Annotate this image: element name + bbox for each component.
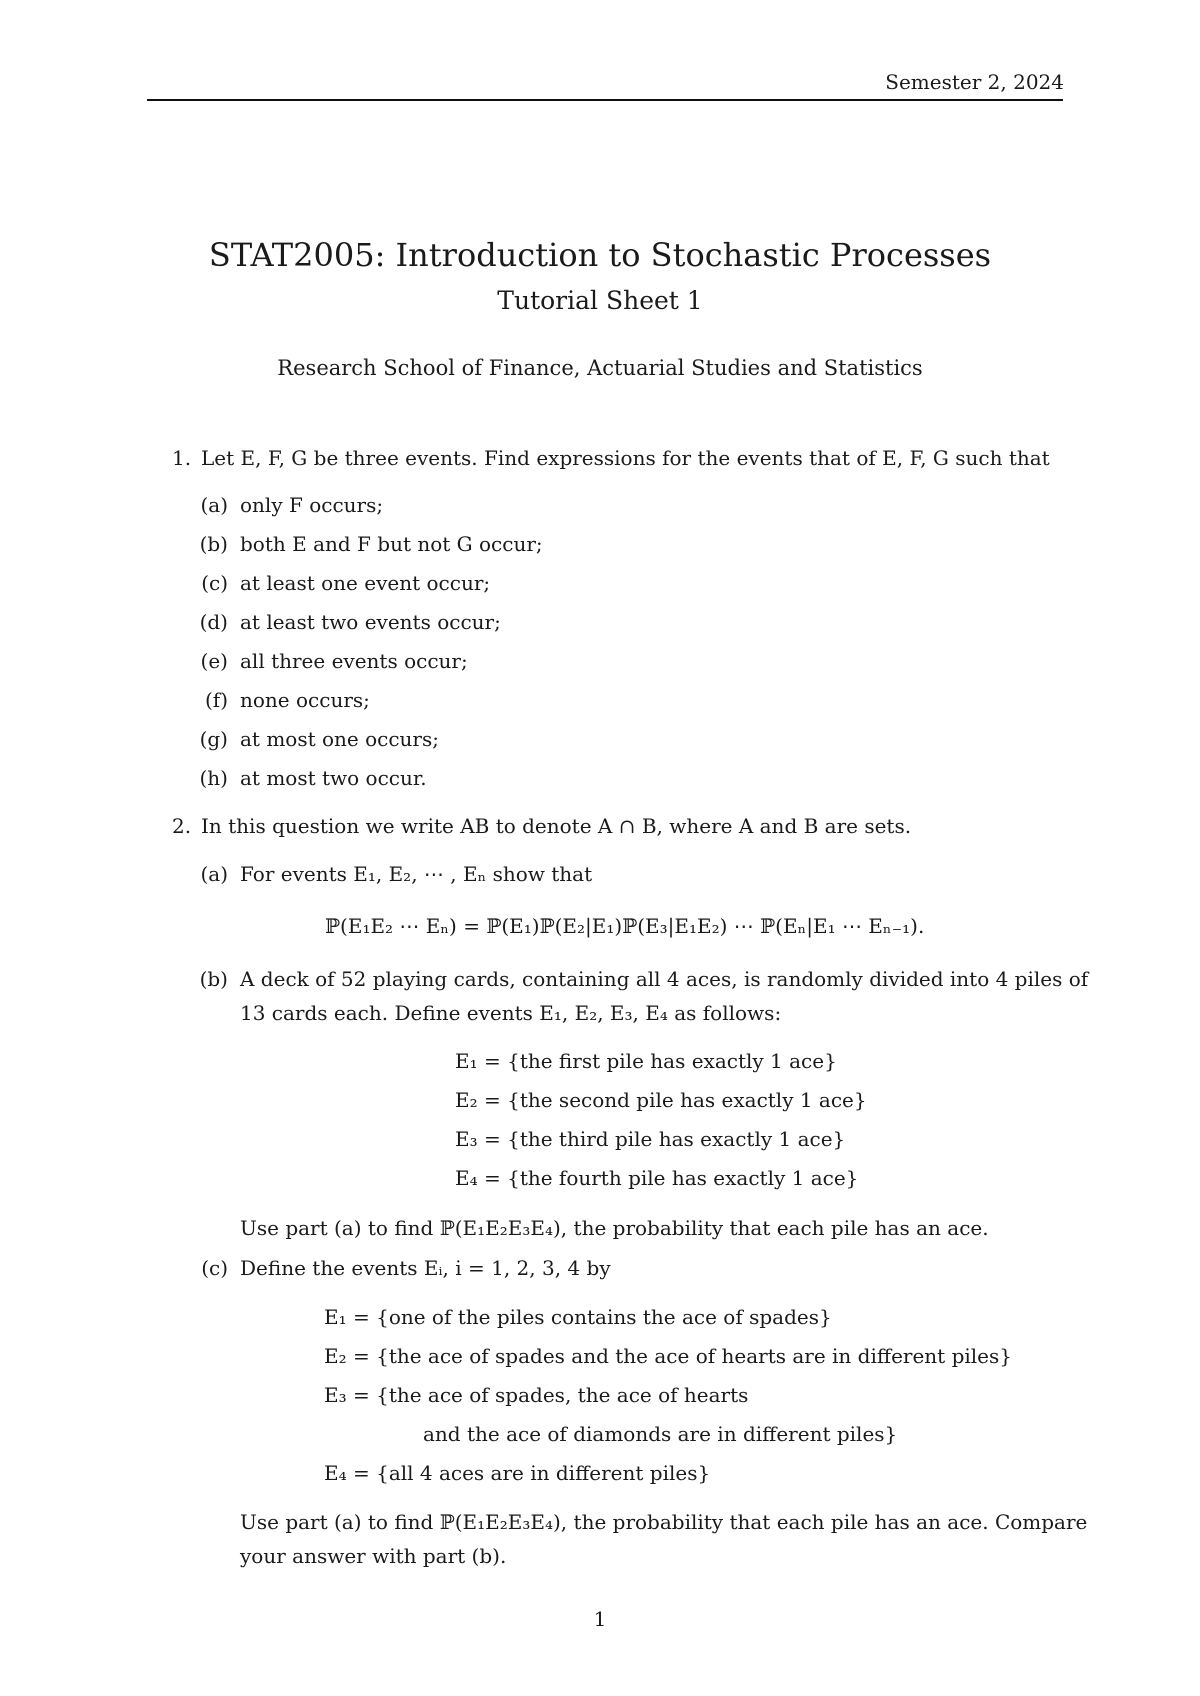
q1h-label: (h): [199, 766, 228, 790]
q2b-closing: Use part (a) to find ℙ(E₁E₂E₃E₄), the probability that each pile has an ace.: [240, 1216, 989, 1240]
q2-number: 2.: [172, 814, 192, 838]
q2c-text: Define the events Eᵢ, i = 1, 2, 3, 4 by: [240, 1256, 611, 1280]
q2b-event-1: E₁ = {the first pile has exactly 1 ace}: [455, 1049, 837, 1073]
q2c-closing-2: your answer with part (b).: [240, 1544, 507, 1568]
q1c-text: at least one event occur;: [240, 571, 491, 595]
q1g-text: at most one occurs;: [240, 727, 439, 751]
q2c-closing-1: Use part (a) to find ℙ(E₁E₂E₃E₄), the probability that each pile has an ace. Compare: [240, 1510, 1088, 1534]
affiliation: Research School of Finance, Actuarial Studies and Statistics: [277, 356, 923, 380]
q1f-text: none occurs;: [240, 688, 370, 712]
q2c-label: (c): [201, 1256, 228, 1280]
q2b-line2: 13 cards each. Define events E₁, E₂, E₃, E₄ as follows:: [240, 1001, 782, 1025]
q2a-equation: ℙ(E₁E₂ ⋯ Eₙ) = ℙ(E₁)ℙ(E₂|E₁)ℙ(E₃|E₁E₂) ⋯ ℙ(Eₙ|E₁ ⋯ Eₙ₋₁).: [325, 914, 925, 938]
q2a-label: (a): [200, 862, 228, 886]
q2b-event-2: E₂ = {the second pile has exactly 1 ace}: [455, 1088, 867, 1112]
q1b-text: both E and F but not G occur;: [240, 532, 543, 556]
document-title: STAT2005: Introduction to Stochastic Processes: [208, 236, 992, 274]
page-number: 1: [593, 1607, 607, 1631]
q2b-event-4: E₄ = {the fourth pile has exactly 1 ace}: [455, 1166, 859, 1190]
q2a-text: For events E₁, E₂, ⋯ , Eₙ show that: [240, 862, 593, 886]
q2b-event-3: E₃ = {the third pile has exactly 1 ace}: [455, 1127, 846, 1151]
q1e-text: all three events occur;: [240, 649, 468, 673]
q1g-label: (g): [199, 727, 228, 751]
q1a-text: only F occurs;: [240, 493, 384, 517]
q1h-text: at most two occur.: [240, 766, 427, 790]
q1-stem: Let E, F, G be three events. Find expressions for the events that of E, F, G such that: [201, 446, 1050, 470]
q2b-line1: A deck of 52 playing cards, containing all 4 aces, is randomly divided into 4 piles of: [240, 967, 1089, 991]
q1f-label: (f): [204, 688, 228, 712]
q1d-label: (d): [199, 610, 228, 634]
q1c-label: (c): [201, 571, 228, 595]
header-semester: Semester 2, 2024: [885, 70, 1064, 94]
q1b-label: (b): [199, 532, 228, 556]
q2c-event-3-cont: and the ace of diamonds are in different piles}: [423, 1422, 898, 1446]
q2c-event-3: E₃ = {the ace of spades, the ace of hearts: [324, 1383, 749, 1407]
q2c-event-1: E₁ = {one of the piles contains the ace of spades}: [324, 1305, 832, 1329]
q1-number: 1.: [172, 446, 192, 470]
document-subtitle: Tutorial Sheet 1: [497, 286, 703, 315]
header-rule: [147, 99, 1063, 101]
q2b-label: (b): [199, 967, 228, 991]
q2-stem: In this question we write AB to denote A ∩ B, where A and B are sets.: [201, 814, 912, 838]
q1d-text: at least two events occur;: [240, 610, 501, 634]
q2c-event-2: E₂ = {the ace of spades and the ace of hearts are in different piles}: [324, 1344, 1012, 1368]
q1e-label: (e): [200, 649, 228, 673]
q2c-event-4: E₄ = {all 4 aces are in different piles}: [324, 1461, 711, 1485]
q1a-label: (a): [200, 493, 228, 517]
